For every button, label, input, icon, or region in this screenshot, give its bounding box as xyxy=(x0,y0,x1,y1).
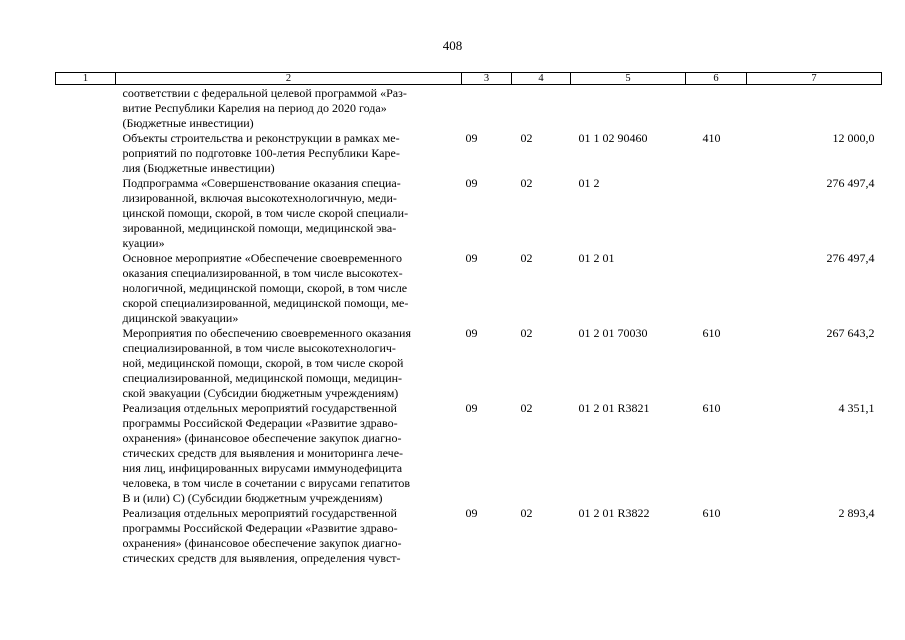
column-header-2: 2 xyxy=(116,73,462,85)
expense-type-code xyxy=(686,251,747,326)
expense-type-code xyxy=(686,85,747,132)
section-code: 09 xyxy=(465,401,478,415)
subsection-code: 02 xyxy=(520,326,533,340)
expense-type-code: 610 xyxy=(702,326,721,340)
description-line: лия (Бюджетные инвестиции) xyxy=(122,161,275,175)
amount: 276 497,4 xyxy=(826,176,875,190)
description-line: стических средств для выявления и мониторинга лече- xyxy=(122,446,404,460)
description-line: ской эвакуации (Субсидии бюджетным учреждениям) xyxy=(122,386,399,400)
target-article-code xyxy=(571,85,686,132)
column-header-1: 1 xyxy=(56,73,116,85)
section-code: 09 xyxy=(465,326,478,340)
subsection-code: 02 xyxy=(520,131,533,145)
table-row xyxy=(56,131,882,176)
section-code: 09 xyxy=(465,131,478,145)
description-line: Реализация отдельных мероприятий государственной xyxy=(122,401,397,415)
amount: 12 000,0 xyxy=(832,131,875,145)
table-row xyxy=(56,85,882,132)
cell-col1 xyxy=(56,176,116,251)
target-article-code: 01 2 01 xyxy=(578,251,615,265)
cell-col1 xyxy=(56,326,116,401)
column-number-header-row xyxy=(56,73,882,85)
row-description xyxy=(116,131,462,176)
description-line: программы Российской Федерации «Развитие здраво- xyxy=(122,416,398,430)
column-header-3: 3 xyxy=(462,73,512,85)
description-line: Мероприятия по обеспечению своевременного оказания xyxy=(122,326,411,340)
target-article-code: 01 2 01 R3821 xyxy=(578,401,650,415)
row-description xyxy=(116,251,462,326)
target-article-code: 01 1 02 90460 xyxy=(578,131,648,145)
description-line: ния лиц, инфицированных вирусами иммунодефицита xyxy=(122,461,403,475)
subsection-code: 02 xyxy=(520,251,533,265)
subsection-code: 02 xyxy=(520,506,533,520)
cell-col1 xyxy=(56,131,116,176)
description-line: лизированной, включая высокотехнологичную, меди- xyxy=(122,191,397,205)
subsection-code: 02 xyxy=(520,401,533,415)
description-line: человека, в том числе в сочетании с вирусами гепатитов xyxy=(122,476,411,490)
expense-type-code: 410 xyxy=(702,131,721,145)
column-header-7: 7 xyxy=(747,73,882,85)
column-header-6: 6 xyxy=(686,73,747,85)
amount: 2 893,4 xyxy=(838,506,875,520)
description-line: нологичной, медицинской помощи, скорой, в том числе xyxy=(122,281,408,295)
description-line: соответствии с федеральной целевой программой «Раз- xyxy=(122,86,407,100)
amount: 4 351,1 xyxy=(838,401,875,415)
expense-type-code xyxy=(686,176,747,251)
target-article-code: 01 2 01 70030 xyxy=(578,326,648,340)
expense-type-code: 610 xyxy=(702,401,721,415)
description-line: роприятий по подготовке 100-летия Республики Каре- xyxy=(122,146,400,160)
amount: 267 643,2 xyxy=(826,326,875,340)
cell-col1 xyxy=(56,251,116,326)
description-line: зированной, медицинской помощи, медицинской эва- xyxy=(122,221,397,235)
row-description xyxy=(116,326,462,401)
row-description xyxy=(116,401,462,506)
cell-col1 xyxy=(56,506,116,566)
target-article-code: 01 2 01 R3822 xyxy=(578,506,650,520)
description-line: скорой специализированной, медицинской помощи, ме- xyxy=(122,296,409,310)
description-line: дицинской эвакуации» xyxy=(122,311,239,325)
section-code: 09 xyxy=(465,506,478,520)
cell-col1 xyxy=(56,85,116,132)
table-row xyxy=(56,401,882,506)
description-line: Подпрограмма «Совершенствование оказания специа- xyxy=(122,176,401,190)
budget-table xyxy=(55,72,882,566)
row-description xyxy=(116,506,462,566)
description-line: программы Российской Федерации «Развитие здраво- xyxy=(122,521,398,535)
table-row xyxy=(56,251,882,326)
target-article-code: 01 2 xyxy=(578,176,600,190)
description-line: охранения» (финансовое обеспечение закупок диагно- xyxy=(122,536,402,550)
page-number: 408 xyxy=(442,38,463,53)
row-description xyxy=(116,85,462,132)
description-line: стических средств для выявления, определения чувст- xyxy=(122,551,401,565)
description-line: ной, медицинской помощи, скорой, в том числе скорой xyxy=(122,356,404,370)
description-line: оказания специализированной, в том числе высокотех- xyxy=(122,266,403,280)
description-line: Реализация отдельных мероприятий государственной xyxy=(122,506,397,520)
description-line: (Бюджетные инвестиции) xyxy=(122,116,254,130)
description-line: Объекты строительства и реконструкции в рамках ме- xyxy=(122,131,400,145)
section-code xyxy=(462,85,512,132)
column-header-4: 4 xyxy=(512,73,571,85)
description-line: витие Республики Карелия на период до 2020 года» xyxy=(122,101,387,115)
table-row xyxy=(56,326,882,401)
subsection-code: 02 xyxy=(520,176,533,190)
section-code: 09 xyxy=(465,251,478,265)
table-row xyxy=(56,506,882,566)
description-line: B и (или) C) (Субсидии бюджетным учреждениям) xyxy=(122,491,383,505)
amount: 276 497,4 xyxy=(826,251,875,265)
description-line: специализированной, в том числе высокотехнологич- xyxy=(122,341,396,355)
description-line: охранения» (финансовое обеспечение закупок диагно- xyxy=(122,431,402,445)
row-description xyxy=(116,176,462,251)
column-header-5: 5 xyxy=(571,73,686,85)
description-line: куации» xyxy=(122,236,165,250)
subsection-code xyxy=(512,85,571,132)
amount xyxy=(747,85,882,132)
description-line: специализированной, медицинской помощи, медицин- xyxy=(122,371,403,385)
section-code: 09 xyxy=(465,176,478,190)
cell-col1 xyxy=(56,401,116,506)
description-line: Основное мероприятие «Обеспечение своевременного xyxy=(122,251,403,265)
description-line: цинской помощи, скорой, в том числе скорой специали- xyxy=(122,206,409,220)
expense-type-code: 610 xyxy=(702,506,721,520)
table-row xyxy=(56,176,882,251)
